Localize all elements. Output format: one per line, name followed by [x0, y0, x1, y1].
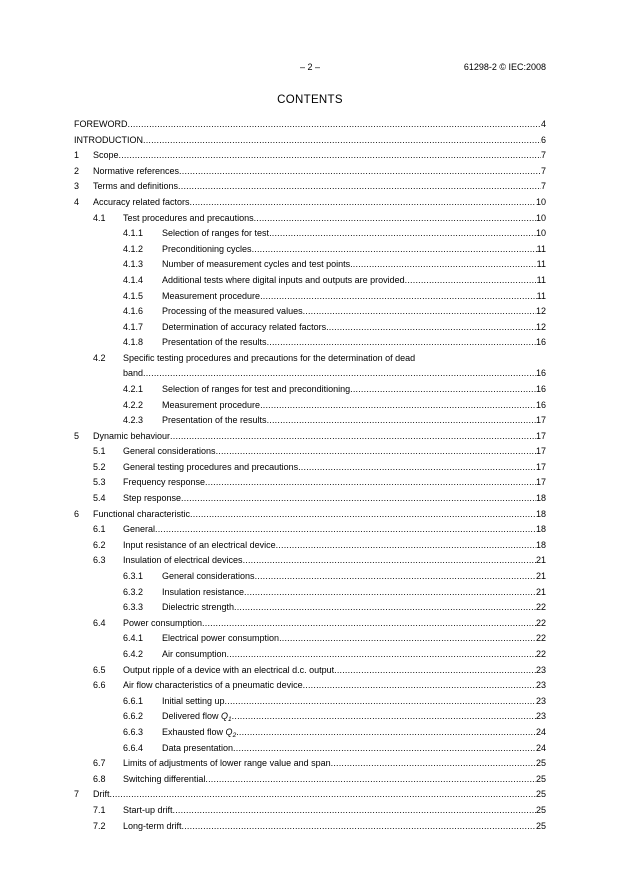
toc-entry[interactable] — [74, 725, 546, 741]
toc-entry[interactable] — [74, 242, 546, 258]
toc-entry[interactable] — [74, 694, 546, 710]
toc-entry-number: 3 — [74, 181, 80, 192]
toc-entry-page: 7 — [540, 181, 546, 192]
toc-entry[interactable] — [74, 678, 546, 694]
toc-entry-title: Data presentation — [162, 742, 234, 753]
toc-entry-page: 24 — [535, 726, 546, 737]
toc-entry-number: 6.8 — [93, 773, 106, 784]
toc-entry-title: Output ripple of a device with an electrical d.c. output — [123, 664, 335, 675]
toc-entry-page: 17 — [535, 415, 546, 426]
toc-entry-number: 6.6.4 — [123, 742, 144, 753]
toc-entry[interactable] — [74, 117, 546, 133]
toc-leader-dots — [326, 320, 536, 336]
toc-leader-dots — [234, 600, 536, 616]
toc-leader-dots — [205, 475, 536, 491]
toc-entry-title: Test procedures and precautions — [123, 212, 254, 223]
toc-entry-page: 23 — [535, 695, 546, 706]
toc-leader-dots — [252, 242, 537, 258]
toc-entry-number: 6.4.2 — [123, 649, 144, 659]
toc-leader-dots — [350, 257, 537, 273]
toc-entry-number: 1 — [74, 150, 80, 161]
toc-entry-page: 21 — [535, 586, 546, 597]
toc-entry-number: 6.6.2 — [123, 711, 144, 722]
toc-entry-title: Switching differential — [123, 773, 206, 784]
toc-entry-title: FOREWORD — [74, 119, 128, 129]
toc-entry[interactable] — [74, 600, 546, 616]
toc-entry-page: 25 — [535, 789, 546, 800]
toc-leader-dots — [110, 787, 536, 803]
toc-entry-page: 24 — [535, 742, 546, 753]
toc-entry[interactable] — [74, 133, 546, 149]
toc-entry-title: Drift — [93, 789, 110, 800]
toc-entry[interactable] — [74, 709, 546, 725]
toc-entry-title: Determination of accuracy related factors — [162, 321, 327, 332]
toc-entry-title: Start-up drift — [123, 804, 173, 815]
toc-entry-page: 12 — [535, 321, 546, 332]
toc-entry-page: 18 — [535, 539, 546, 550]
toc-leader-dots — [179, 164, 541, 180]
toc-entry[interactable] — [74, 460, 546, 476]
toc-entry-page: 21 — [535, 555, 546, 566]
toc-entry-title: General considerations — [162, 571, 255, 582]
toc-entry-title: Insulation resistance — [162, 586, 245, 597]
toc-leader-dots — [225, 694, 536, 710]
toc-entry[interactable] — [74, 507, 546, 523]
toc-entry-number: 5.1 — [93, 446, 106, 457]
toc-entry[interactable] — [74, 179, 546, 195]
toc-entry[interactable] — [74, 569, 546, 585]
toc-leader-dots — [260, 289, 537, 305]
toc-entry-page: 16 — [535, 383, 546, 394]
toc-entry-title: Frequency response — [123, 477, 206, 488]
toc-leader-dots — [190, 507, 536, 523]
toc-entry-number: 6.6.3 — [123, 726, 144, 737]
toc-entry-number: 4.1.1 — [123, 228, 144, 239]
toc-entry-number: 6 — [74, 508, 80, 519]
toc-entry[interactable] — [74, 538, 546, 554]
toc-entry-number: 4.1.5 — [123, 290, 144, 301]
toc-leader-dots — [232, 709, 536, 725]
toc-entry-title: Number of measurement cycles and test points — [162, 259, 351, 270]
toc-entry[interactable] — [74, 631, 546, 647]
toc-entry-number: 7.2 — [93, 820, 106, 831]
toc-entry-title: Measurement procedure — [162, 290, 261, 301]
toc-entry-number: 5.3 — [93, 477, 106, 488]
toc-entry[interactable] — [74, 803, 546, 819]
page-title: CONTENTS — [277, 94, 343, 106]
toc-entry-number: 5 — [74, 430, 80, 441]
toc-leader-dots — [244, 585, 536, 601]
toc-entry-page: 22 — [535, 633, 546, 644]
toc-entry-title: Step response — [123, 493, 182, 504]
toc-entry-page: 22 — [535, 602, 546, 613]
toc-entry-title-continued: band — [123, 367, 144, 378]
toc-entry-page: 10 — [535, 196, 546, 207]
toc-leader-dots — [205, 772, 536, 788]
toc-entry-title: Input resistance of an electrical device — [123, 539, 276, 550]
toc-entry-page: 17 — [535, 461, 546, 472]
toc-entry-number: 4.1.6 — [123, 306, 144, 317]
toc-entry[interactable] — [74, 819, 546, 835]
toc-entry-number: 6.3.3 — [123, 602, 144, 613]
toc-entry-title: Processing of the measured values — [162, 306, 303, 317]
toc-entry[interactable] — [74, 211, 546, 227]
toc-leader-dots — [227, 647, 536, 663]
toc-entry-title: Insulation of electrical devices — [123, 555, 243, 566]
toc-entry-page: 16 — [535, 367, 546, 378]
toc-entry-page: 16 — [535, 337, 546, 348]
toc-entry-number: 4.2.2 — [123, 399, 144, 410]
toc-leader-dots — [182, 819, 536, 835]
toc-entry[interactable] — [74, 413, 546, 429]
toc-entry-title: Additional tests where digital inputs and outputs are provided — [162, 274, 405, 285]
toc-entry[interactable] — [74, 491, 546, 507]
toc-entry-page: 10 — [535, 228, 546, 239]
toc-entry-title: Preconditioning cycles — [162, 243, 252, 254]
toc-entry-page: 18 — [535, 524, 546, 535]
toc-entry-number: 4.1.8 — [123, 337, 144, 348]
toc-entry-number: 6.3 — [93, 555, 106, 566]
toc-entry-title: Power consumption — [123, 617, 203, 628]
toc-entry[interactable] — [74, 741, 546, 757]
toc-entry-number: 7 — [74, 789, 80, 800]
toc-entry-symbol: $Q_2$ — [225, 726, 237, 739]
toc-entry-number: 6.4 — [93, 617, 106, 628]
toc-entry-title: Presentation of the results — [162, 337, 267, 348]
toc-entry-page: 16 — [535, 399, 546, 410]
toc-entry[interactable] — [74, 647, 546, 663]
toc-entry[interactable] — [74, 756, 546, 772]
toc-entry-title: INTRODUCTION — [74, 134, 143, 145]
toc-entry-title: Long-term drift — [123, 820, 182, 831]
toc-leader-dots — [155, 522, 536, 538]
toc-entry-page: 7 — [540, 150, 546, 161]
toc-entry-number: 6.6 — [93, 680, 106, 691]
toc-entry[interactable] — [74, 320, 546, 336]
toc-entry[interactable] — [74, 522, 546, 538]
toc-entry-number: 4.1 — [93, 212, 106, 223]
toc-leader-dots — [303, 304, 536, 320]
toc-leader-dots — [143, 133, 541, 149]
toc-entry-page: 7 — [540, 165, 546, 176]
toc-entry-page: 23 — [535, 664, 546, 675]
toc-leader-dots — [170, 429, 536, 445]
toc-entry[interactable] — [74, 585, 546, 601]
document-reference: 61298-2 © IEC:2008 — [463, 62, 546, 72]
toc-leader-dots — [303, 678, 536, 694]
toc-entry[interactable] — [74, 382, 546, 398]
toc-entry-page: 10 — [535, 212, 546, 223]
toc-leader-dots — [143, 366, 536, 382]
toc-entry-page: 17 — [535, 430, 546, 441]
toc-entry[interactable] — [74, 273, 546, 289]
toc-entry-title: Dynamic behaviour — [93, 430, 171, 441]
toc-entry-page: 17 — [535, 446, 546, 457]
toc-entry-page: 12 — [535, 306, 546, 317]
toc-entry-number: 2 — [74, 165, 80, 176]
toc-leader-dots — [254, 211, 536, 227]
toc-entry-number: 6.3.2 — [123, 586, 144, 597]
toc-leader-dots — [267, 413, 536, 429]
toc-entry[interactable] — [74, 787, 546, 803]
toc-entry-page: 25 — [535, 820, 546, 831]
toc-entry-title: Air consumption — [162, 649, 227, 659]
toc-entry-number: 5.4 — [93, 493, 106, 504]
toc-leader-dots — [260, 398, 536, 414]
toc-entry[interactable] — [74, 475, 546, 491]
toc-entry-title: Dielectric strength — [162, 602, 235, 613]
toc-leader-dots — [190, 195, 536, 211]
toc-leader-dots — [350, 382, 536, 398]
toc-entry-title: Exhausted flow $Q_2$ — [162, 726, 237, 739]
toc-leader-dots — [405, 273, 537, 289]
toc-entry-page: 11 — [536, 290, 546, 301]
toc-leader-dots — [255, 569, 536, 585]
toc-entry-page: 22 — [535, 649, 546, 659]
toc-entry-page: 23 — [535, 680, 546, 691]
toc-leader-dots — [267, 335, 536, 351]
toc-leader-dots — [331, 756, 536, 772]
toc-entry[interactable] — [74, 398, 546, 414]
toc-entry-page: 25 — [535, 758, 546, 769]
toc-entry-title: General considerations — [123, 446, 216, 457]
toc-entry-title: General — [123, 524, 156, 535]
toc-entry-title: Measurement procedure — [162, 399, 261, 410]
toc-leader-dots — [119, 148, 541, 164]
toc-entry-symbol: $Q_1$ — [221, 711, 232, 724]
toc-leader-dots — [128, 117, 541, 133]
toc-entry-page: 11 — [536, 259, 546, 270]
toc-entry[interactable] — [74, 429, 546, 445]
toc-leader-dots — [173, 803, 536, 819]
toc-entry-number: 6.5 — [93, 664, 106, 675]
toc-entry-title: Delivered flow $Q_1$ — [162, 711, 232, 724]
toc-entry-number: 7.1 — [93, 804, 106, 815]
toc-entry-page: 18 — [535, 493, 546, 504]
toc-entry-number: 6.3.1 — [123, 571, 144, 582]
toc-entry[interactable] — [74, 616, 546, 632]
toc-entry[interactable] — [74, 351, 546, 382]
toc-entry-title: Air flow characteristics of a pneumatic device — [123, 680, 303, 691]
toc-entry-number: 6.2 — [93, 539, 106, 550]
toc-leader-dots — [236, 725, 536, 741]
toc-entry-title: Specific testing procedures and precautions for the determination of dead — [123, 352, 416, 363]
page-number: – 2 – — [299, 62, 321, 72]
toc-leader-dots — [279, 631, 536, 647]
toc-leader-dots — [233, 741, 536, 757]
toc-leader-dots — [243, 553, 536, 569]
toc-entry-title: Limits of adjustments of lower range value and span — [123, 758, 331, 769]
toc-leader-dots — [216, 444, 536, 460]
toc-entry-page: 4 — [540, 119, 546, 129]
toc-entry-number: 6.7 — [93, 758, 106, 769]
toc-entry-page: 17 — [535, 477, 546, 488]
toc-entry-page: 25 — [535, 804, 546, 815]
toc-entry-title: Selection of ranges for test and preconditioning — [162, 383, 351, 394]
toc-entry[interactable] — [74, 553, 546, 569]
toc-entry-number: 4.1.7 — [123, 321, 144, 332]
table-of-contents — [74, 117, 546, 834]
toc-leader-dots — [178, 179, 541, 195]
toc-entry-number: 4.2 — [93, 352, 106, 363]
toc-leader-dots — [334, 663, 536, 679]
toc-entry-number: 4.1.4 — [123, 274, 144, 285]
toc-entry[interactable] — [74, 195, 546, 211]
toc-entry-page: 11 — [536, 274, 546, 285]
toc-entry[interactable] — [74, 444, 546, 460]
toc-entry-number: 4.1.2 — [123, 243, 144, 254]
toc-entry-number: 4.1.3 — [123, 259, 144, 270]
toc-leader-dots — [181, 491, 536, 507]
toc-entry[interactable] — [74, 304, 546, 320]
toc-entry-number: 6.6.1 — [123, 695, 144, 706]
toc-entry-title: Electrical power consumption — [162, 633, 280, 644]
toc-entry[interactable] — [74, 226, 546, 242]
toc-entry[interactable] — [74, 335, 546, 351]
toc-entry-page: 11 — [536, 243, 546, 254]
toc-entry[interactable] — [74, 164, 546, 180]
toc-entry-title: Selection of ranges for test — [162, 228, 270, 239]
toc-entry-number: 6.4.1 — [123, 633, 144, 644]
toc-entry-number: 6.1 — [93, 524, 106, 535]
toc-leader-dots — [202, 616, 536, 632]
toc-entry-number: 4.2.3 — [123, 415, 144, 426]
toc-entry[interactable] — [74, 257, 546, 273]
toc-entry-title: Normative references — [93, 165, 180, 176]
toc-entry-number: 4 — [74, 196, 80, 207]
toc-entry-title: Presentation of the results — [162, 415, 267, 426]
toc-entry-number: 4.2.1 — [123, 383, 144, 394]
toc-entry-page: 25 — [535, 773, 546, 784]
toc-entry-title: Terms and definitions — [93, 181, 179, 192]
toc-leader-dots — [298, 460, 536, 476]
toc-entry-title: Functional characteristic — [93, 508, 191, 519]
toc-entry-title: Scope — [93, 150, 119, 161]
toc-leader-dots — [276, 538, 536, 554]
toc-leader-dots — [269, 226, 536, 242]
toc-entry-title: General testing procedures and precautions — [123, 461, 299, 472]
toc-entry-title: Initial setting up — [162, 695, 225, 706]
toc-entry[interactable] — [74, 772, 546, 788]
toc-entry-page: 6 — [540, 134, 546, 145]
toc-entry-page: 23 — [535, 711, 546, 722]
toc-entry[interactable] — [74, 663, 546, 679]
toc-entry-number: 5.2 — [93, 461, 106, 472]
toc-entry-page: 22 — [535, 617, 546, 628]
toc-entry-page: 18 — [535, 508, 546, 519]
toc-entry-title: Accuracy related factors — [93, 196, 190, 207]
toc-entry-page: 21 — [535, 571, 546, 582]
toc-entry[interactable] — [74, 289, 546, 305]
toc-entry[interactable] — [74, 148, 546, 164]
